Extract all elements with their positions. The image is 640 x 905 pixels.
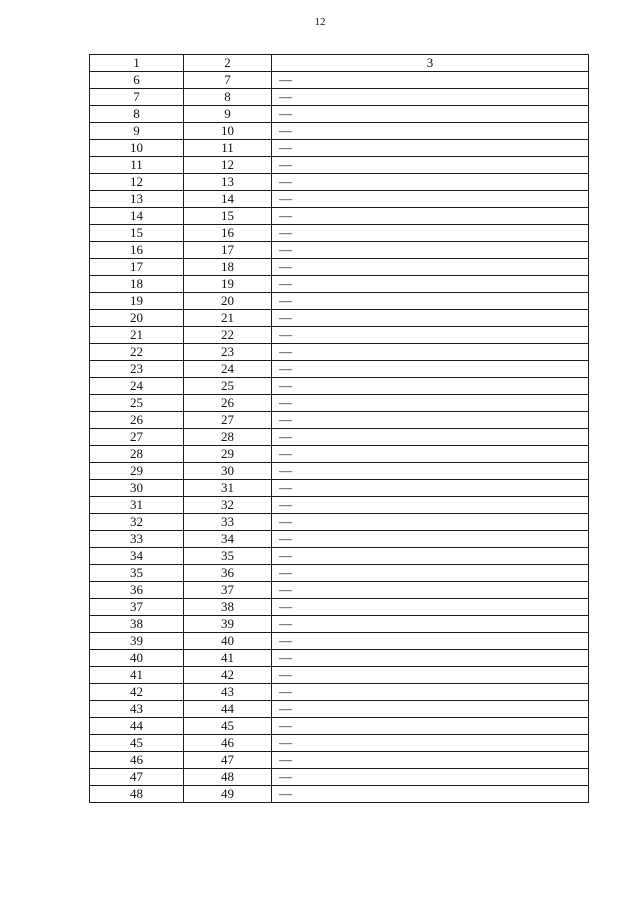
table-cell-col-1: 36 <box>90 582 184 599</box>
table-cell-col-1: 23 <box>90 361 184 378</box>
table-cell-col-3: — <box>272 752 589 769</box>
table-row <box>90 123 589 140</box>
table-cell-col-2: 34 <box>184 531 272 548</box>
table-cell-col-3: — <box>272 786 589 803</box>
table-cell-col-1: 11 <box>90 157 184 174</box>
table-cell-col-1: 17 <box>90 259 184 276</box>
table-cell-col-2: 32 <box>184 497 272 514</box>
table-row <box>90 89 589 106</box>
table-header-row <box>90 55 589 72</box>
table-row <box>90 446 589 463</box>
header-cell-1: 1 <box>90 55 184 72</box>
table-cell-col-2: 35 <box>184 548 272 565</box>
table-cell-col-2: 16 <box>184 225 272 242</box>
table-row <box>90 599 589 616</box>
table-row <box>90 327 589 344</box>
table-row <box>90 72 589 89</box>
table-cell-col-1: 40 <box>90 650 184 667</box>
table-cell-col-3: — <box>272 616 589 633</box>
table-cell-col-1: 15 <box>90 225 184 242</box>
table-cell-col-3: — <box>272 497 589 514</box>
table-cell-col-2: 29 <box>184 446 272 463</box>
table-row <box>90 225 589 242</box>
table-cell-col-2: 47 <box>184 752 272 769</box>
table-cell-col-2: 40 <box>184 633 272 650</box>
table-row <box>90 310 589 327</box>
table-cell-col-2: 22 <box>184 327 272 344</box>
table-row <box>90 531 589 548</box>
table-cell-col-2: 19 <box>184 276 272 293</box>
table-cell-col-3: — <box>272 157 589 174</box>
table-cell-col-2: 25 <box>184 378 272 395</box>
table-cell-col-1: 26 <box>90 412 184 429</box>
table-cell-col-2: 44 <box>184 701 272 718</box>
table-cell-col-1: 13 <box>90 191 184 208</box>
table-cell-col-1: 33 <box>90 531 184 548</box>
table-cell-col-1: 25 <box>90 395 184 412</box>
table-cell-col-3: — <box>272 650 589 667</box>
table-cell-col-2: 46 <box>184 735 272 752</box>
table-row <box>90 259 589 276</box>
table-row <box>90 786 589 803</box>
table-cell-col-1: 46 <box>90 752 184 769</box>
table-body <box>90 55 589 803</box>
table-row <box>90 735 589 752</box>
table-cell-col-3: — <box>272 599 589 616</box>
table-cell-col-1: 45 <box>90 735 184 752</box>
table-row <box>90 157 589 174</box>
table-cell-col-2: 36 <box>184 565 272 582</box>
table-row <box>90 242 589 259</box>
table-cell-col-1: 30 <box>90 480 184 497</box>
table-cell-col-2: 8 <box>184 89 272 106</box>
table-cell-col-2: 27 <box>184 412 272 429</box>
table-cell-col-1: 16 <box>90 242 184 259</box>
table-cell-col-3: — <box>272 208 589 225</box>
table-cell-col-1: 38 <box>90 616 184 633</box>
table-cell-col-2: 23 <box>184 344 272 361</box>
table-row <box>90 497 589 514</box>
table-row <box>90 276 589 293</box>
table-cell-col-2: 24 <box>184 361 272 378</box>
table-cell-col-2: 39 <box>184 616 272 633</box>
page-number: 12 <box>314 16 326 28</box>
table-cell-col-3: — <box>272 225 589 242</box>
table-cell-col-3: — <box>272 446 589 463</box>
table-cell-col-3: — <box>272 106 589 123</box>
table-cell-col-3: — <box>272 514 589 531</box>
table-cell-col-3: — <box>272 344 589 361</box>
table-cell-col-3: — <box>272 361 589 378</box>
table-cell-col-2: 41 <box>184 650 272 667</box>
table-cell-col-3: — <box>272 735 589 752</box>
table-cell-col-1: 42 <box>90 684 184 701</box>
table-cell-col-1: 27 <box>90 429 184 446</box>
table-cell-col-3: — <box>272 480 589 497</box>
table-cell-col-3: — <box>272 548 589 565</box>
table-cell-col-3: — <box>272 633 589 650</box>
table-row <box>90 718 589 735</box>
table-cell-col-2: 21 <box>184 310 272 327</box>
table-row <box>90 633 589 650</box>
table-row <box>90 752 589 769</box>
table-cell-col-3: — <box>272 412 589 429</box>
table-cell-col-3: — <box>272 701 589 718</box>
table-cell-col-1: 34 <box>90 548 184 565</box>
table-row <box>90 208 589 225</box>
table-cell-col-1: 44 <box>90 718 184 735</box>
table-row <box>90 378 589 395</box>
table-cell-col-1: 32 <box>90 514 184 531</box>
table-cell-col-1: 22 <box>90 344 184 361</box>
table-row <box>90 480 589 497</box>
table-cell-col-1: 48 <box>90 786 184 803</box>
table-cell-col-1: 19 <box>90 293 184 310</box>
table-cell-col-3: — <box>272 429 589 446</box>
table-cell-col-3: — <box>272 769 589 786</box>
table-row <box>90 548 589 565</box>
table-cell-col-3: — <box>272 378 589 395</box>
table-row <box>90 650 589 667</box>
table-cell-col-3: — <box>272 123 589 140</box>
table-cell-col-2: 14 <box>184 191 272 208</box>
table-cell-col-2: 7 <box>184 72 272 89</box>
table-row <box>90 463 589 480</box>
table-cell-col-2: 15 <box>184 208 272 225</box>
table-row <box>90 361 589 378</box>
table-cell-col-1: 29 <box>90 463 184 480</box>
table-cell-col-2: 18 <box>184 259 272 276</box>
table-cell-col-2: 48 <box>184 769 272 786</box>
data-table <box>89 54 589 803</box>
table-cell-col-1: 7 <box>90 89 184 106</box>
table-cell-col-2: 45 <box>184 718 272 735</box>
table-row <box>90 514 589 531</box>
table-row <box>90 395 589 412</box>
table-row <box>90 344 589 361</box>
table-row <box>90 106 589 123</box>
table-row <box>90 565 589 582</box>
table-cell-col-3: — <box>272 667 589 684</box>
table-row <box>90 429 589 446</box>
table-cell-col-1: 41 <box>90 667 184 684</box>
table-cell-col-1: 47 <box>90 769 184 786</box>
table-cell-col-3: — <box>272 72 589 89</box>
table-row <box>90 174 589 191</box>
table-cell-col-1: 9 <box>90 123 184 140</box>
table-cell-col-1: 43 <box>90 701 184 718</box>
table-cell-col-3: — <box>272 242 589 259</box>
table-cell-col-2: 20 <box>184 293 272 310</box>
table-cell-col-3: — <box>272 327 589 344</box>
table-cell-col-2: 42 <box>184 667 272 684</box>
table-cell-col-2: 17 <box>184 242 272 259</box>
table-row <box>90 140 589 157</box>
table-row <box>90 293 589 310</box>
table-cell-col-3: — <box>272 174 589 191</box>
table-cell-col-3: — <box>272 191 589 208</box>
table-cell-col-2: 43 <box>184 684 272 701</box>
table-cell-col-3: — <box>272 293 589 310</box>
table-row <box>90 582 589 599</box>
table-row <box>90 667 589 684</box>
table-cell-col-2: 38 <box>184 599 272 616</box>
table-cell-col-3: — <box>272 684 589 701</box>
table-row <box>90 191 589 208</box>
table-cell-col-1: 28 <box>90 446 184 463</box>
table-cell-col-3: — <box>272 89 589 106</box>
table-cell-col-1: 37 <box>90 599 184 616</box>
table-cell-col-2: 13 <box>184 174 272 191</box>
table-cell-col-3: — <box>272 718 589 735</box>
table-cell-col-1: 14 <box>90 208 184 225</box>
table-cell-col-3: — <box>272 310 589 327</box>
table-row <box>90 701 589 718</box>
table-cell-col-3: — <box>272 565 589 582</box>
table-cell-col-2: 12 <box>184 157 272 174</box>
table-cell-col-1: 35 <box>90 565 184 582</box>
table-cell-col-2: 31 <box>184 480 272 497</box>
table-cell-col-1: 18 <box>90 276 184 293</box>
table-cell-col-2: 33 <box>184 514 272 531</box>
table-cell-col-1: 39 <box>90 633 184 650</box>
table-row <box>90 769 589 786</box>
table-cell-col-1: 21 <box>90 327 184 344</box>
data-table-container <box>89 54 588 803</box>
table-cell-col-3: — <box>272 531 589 548</box>
table-cell-col-3: — <box>272 276 589 293</box>
table-cell-col-2: 9 <box>184 106 272 123</box>
table-cell-col-3: — <box>272 463 589 480</box>
table-row <box>90 412 589 429</box>
table-cell-col-2: 28 <box>184 429 272 446</box>
table-cell-col-1: 10 <box>90 140 184 157</box>
table-cell-col-1: 24 <box>90 378 184 395</box>
table-cell-col-2: 26 <box>184 395 272 412</box>
table-row <box>90 684 589 701</box>
header-cell-3: 3 <box>272 55 589 72</box>
table-cell-col-3: — <box>272 259 589 276</box>
table-cell-col-2: 30 <box>184 463 272 480</box>
header-cell-2: 2 <box>184 55 272 72</box>
table-cell-col-1: 12 <box>90 174 184 191</box>
table-row <box>90 616 589 633</box>
table-cell-col-1: 31 <box>90 497 184 514</box>
table-cell-col-1: 6 <box>90 72 184 89</box>
table-cell-col-2: 10 <box>184 123 272 140</box>
table-cell-col-1: 20 <box>90 310 184 327</box>
table-cell-col-3: — <box>272 582 589 599</box>
table-cell-col-2: 11 <box>184 140 272 157</box>
table-cell-col-1: 8 <box>90 106 184 123</box>
table-cell-col-3: — <box>272 395 589 412</box>
table-cell-col-2: 49 <box>184 786 272 803</box>
table-cell-col-2: 37 <box>184 582 272 599</box>
table-cell-col-3: — <box>272 140 589 157</box>
